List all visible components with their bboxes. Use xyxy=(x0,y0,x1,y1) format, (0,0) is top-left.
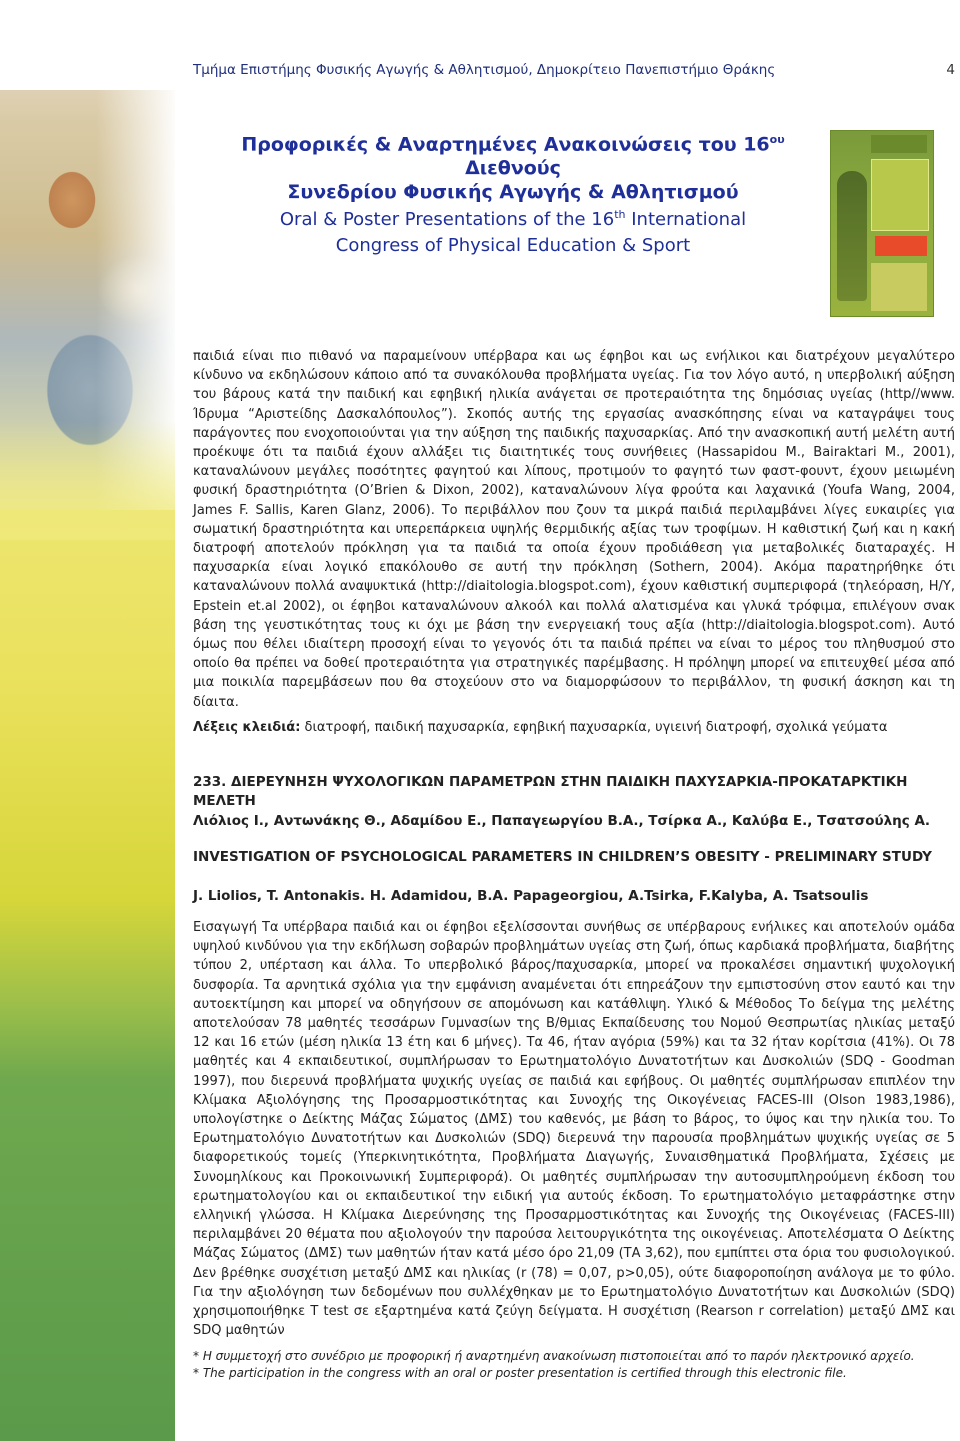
keywords xyxy=(193,718,955,737)
footnote-en: * The participation in the congress with an oral or poster presentation is certified through this electronic file. xyxy=(193,1366,847,1380)
congress-poster-image xyxy=(830,130,934,317)
poster-figure xyxy=(837,171,867,301)
title-gr-sup: ου xyxy=(769,133,785,146)
abstract-authors-gr: Λιόλιος Ι., Αντωνάκης Θ., Αδαμίδου Ε., Παπαγεωργίου Β.Α., Τσίρκα Α., Καλύβα Ε., Τσατσούλης Α. xyxy=(193,813,931,829)
footnotes xyxy=(193,1348,955,1382)
poster-info-block xyxy=(871,263,927,311)
title-gr-line1: Προφορικές & Αναρτημένες Ανακοινώσεις του 16 xyxy=(241,133,770,156)
running-header xyxy=(193,62,955,78)
intro-paragraph: παιδιά είναι πιο πιθανό να παραμείνουν υπέρβαρα και ως έφηβοι και ως ενήλικοι και διατρέχουν μεγαλύτερο κίνδυνο να εκδηλώσουν κάποιο από τα συνακόλουθα προβλήματα υγείας. Για τον λόγο αυτό, η υπερβολική αύξηση του βάρους κατά την παιδική και εφηβική ηλικία ανάγεται σε προτεραιότητα της δημόσιας υγείας (http//www. Ίδρυμα “Αριστείδης Δασκαλόπουλος”). Σκοπός αυτής της εργασίας ανασκόπησης είναι να καταγράψει τους παράγοντες που ενοχοποιούνται για την αύξηση της παιδικής παχυσαρκίας. Από την ανασκοπική αυτή μελέτη αυτή προέκυψε ότι τα παιδιά έχουν αλλάξει τις διαιτητικές τους συνήθειες (Hassapidou M., Bairaktari M., 2001), καταναλώνουν μεγάλες ποσότητες φαγητού και λίπους, προτιμούν το φαγητό των φαστ-φουντ, έχουν μειωμένη φυσική δραστηριότητα (O’Brien & Dixon, 2002), καταναλώνουν λίγα φρούτα και λαχανικά (Youfa Wang, 2004, James F. Sallis, Karen Glanz, 2006). Το περιβάλλον που ζουν τα μικρά παιδιά περιλαμβάνει λίγες ευκαιρίες για σωματική δραστηριότητα και υπερεπάρκεια υψηλής θερμιδικής αξίας των τροφίμων. Η καθιστική ζωή και η κακή διατροφή αποτελούν πρόκληση για τα παιδιά τα οποία έχουν προδιάθεση για μεταβολικές διαταραχές. Η παχυσαρκία είναι λογικό επακόλουθο σε αυτή την πρόκληση (Sothern, 2004). Ακόμα παρατηρήθηκε ότι καταναλώνουν πολλά αναψυκτικά (http://diaitologia.blogspot.com), έχουν καθιστική συμπεριφορά (τηλεόραση, Η/Υ, Epstein et.al 2002), οι έφηβοι καταναλώνουν αλκοόλ και πολλά αλατισμένα και γλυκά τρόφιμα, επιλέγουν σνακ βάση της γευστικότητας τους κι όχι με βάση την ενεργειακή τους αξία (http://diaitologia.blogspot.com). Αυτό όμως που θέλει ιδιαίτερη προσοχή είναι το γεγονός ότι τα παιδιά πρέπει να είναι το μέρος του πληθυσμού στο οποίο θα πρέπει να δοθεί προτεραιότητα για στρατηγικές παρέμβασης. Η πρόληψη μπορεί να επιτευχθεί μέσα από μια ποικιλία παρεμβάσεων που θα στοχεύουν στο να διαμορφώσουν το περιβάλλον, τη φυσική άσκηση και τη δίαιτα. xyxy=(193,349,955,710)
title-gr-line1-end: Διεθνούς xyxy=(465,157,561,180)
running-title: Τμήμα Επιστήμης Φυσικής Αγωγής & Αθλητισμού, Δημοκρίτειο Πανεπιστήμιο Θράκης xyxy=(193,62,776,78)
abstract-title-en: INVESTIGATION OF PSYCHOLOGICAL PARAMETERS IN CHILDREN’S OBESITY - PRELIMINARY STUDY xyxy=(193,849,932,865)
title-gr-line2: Συνεδρίου Φυσικής Αγωγής & Αθλητισμού xyxy=(287,181,739,204)
title-en-sup: th xyxy=(614,208,626,221)
title-en-line1-end: International xyxy=(625,209,747,230)
poster-header-block xyxy=(871,135,927,153)
page-number: 4 xyxy=(946,62,955,78)
keywords-label: Λέξεις κλειδιά: xyxy=(193,720,301,735)
keywords-text: διατροφή, παιδική παχυσαρκία, εφηβική παχυσαρκία, υγιεινή διατροφή, σχολικά γεύματα xyxy=(300,720,888,735)
title-en-line2: Congress of Physical Education & Sport xyxy=(335,235,691,256)
abstract-authors-en: J. Liolios, T. Antonakis. H. Adamidou, B.A. Papageorgiou, A.Tsirka, F.Kalyba, A. Tsatsoulis xyxy=(193,888,869,904)
abstract-title-gr: 233. ΔΙΕΡΕΥΝΗΣΗ ΨΥΧΟΛΟΓΙΚΩΝ ΠΑΡΑΜΕΤΡΩΝ ΣΤΗΝ ΠΑΙΔΙΚΗ ΠΑΧΥΣΑΡΚΙΑ-ΠΡΟΚΑΤΑΡΚΤΙΚΗ ΜΕΛΕΤΗ xyxy=(193,774,908,809)
poster-title-block xyxy=(871,159,929,231)
title-english xyxy=(193,202,833,259)
side-photo-fade-bottom xyxy=(0,420,175,540)
footnote-gr: * Η συμμετοχή στο συνέδριο με προφορική ή αναρτημένη ανακοίνωση πιστοποιείται από το παρόν ηλεκτρονικό αρχείο. xyxy=(193,1349,915,1363)
title-en-line1: Oral & Poster Presentations of the 16 xyxy=(279,209,615,230)
title-greek xyxy=(193,128,833,204)
poster-date-block xyxy=(875,236,927,256)
abstract-body: Εισαγωγή Τα υπέρβαρα παιδιά και οι έφηβοι εξελίσσονται συνήθως σε υπέρβαρους ενήλικες και αποτελούν ομάδα υψηλού κινδύνου για την εκδήλωση σοβαρών προβλημάτων υγείας στη ζωή, όπως καρδιακά προβλήματα, διαβήτης τύπου 2, υπέρταση και άλλα. Το υπερβολικό βάρος/παχυσαρκία, μπορεί να προκαλέσει σημαντική ψυχολογική δυσφορία. Τα αρνητικά σχόλια για την εμφάνιση αναμένεται ότι επηρεάζουν την εμπιστοσύνη στον εαυτό και την αυτοεκτίμηση και μπορεί να οδηγήσουν σε απομόνωση και κατάθλιψη. Υλικό & Μέθοδος Το δείγμα της μελέτης αποτελούσαν 78 μαθητές τεσσάρων Γυμνασίων της Β/θμιας Εκπαίδευσης του Νομού Θεσπρωτίας ηλικίας μεταξύ 12 και 16 ετών (μέση ηλικία 13 έτη και 6 μήνες). Τα 46, ήταν αγόρια (59%) και τα 32 ήταν κορίτσια (41%). Οι 78 μαθητές και 4 εκπαιδευτικοί, συμπλήρωσαν το Ερωτηματολόγιο Δυνατοτήτων και Δυσκολιών (SDQ - Goodman 1997), που διερευνά προβλήματα ψυχικής υγείας σε παιδιά και εφήβους. Οι μαθητές συμπλήρωσαν επιπλέον την Κλίμακα Αξιολόγησης της Προσαρμοστικότητας και Συνοχής της Οικογένειας FACES-III (Olson 1983,1986), υπολογίστηκε ο Δείκτης Μάζας Σώματος (ΔΜΣ) του καθενός, με βάση το βάρος, το ύψος και την ηλικία του. Το Ερωτηματολόγιο Δυνατοτήτων και Δυσκολιών (SDQ) διερευνά την παρουσία προβλημάτων ψυχικής υγείας σε 5 διαφορετικούς τομείς (Υπερκινητικότητα, Προβλήματα Διαγωγής, Συναισθηματικά Προβλήματα, Σχέσεις με Συνομηλίκους και Προκοινωνική Συμπεριφορά). Οι μαθητές συμπλήρωσαν την αυτοσυμπληρούμενη έκδοση του ερωτηματολογίου και οι εκπαιδευτικοί την ειδική για αυτούς έκδοση. Το ερωτηματολόγιο μεταφράστηκε στην ελληνική γλώσσα. Η Κλίμακα Διερεύνησης της Προσαρμοστικότητας και Συνοχής της Οικογένειας (FACES-III) περιλαμβάνει 20 θέματα που αξιολογούν την παρούσα λειτουργικότητα της οικογένειας. Αποτελέσματα Ο Δείκτης Μάζας Σώματος (ΔΜΣ) των μαθητών ήταν κατά μέσο όρο 21,09 (ΤΑ 3,62), που εμπίπτει στα όρια του φυσιολογικού. Δεν βρέθηκε συσχέτιση μεταξύ ΔΜΣ και ηλικίας (r (78) = 0,07, p>0,05), ούτε διαφοροποίηση ανάλογα με το φύλο. Για την αξιολόγηση των δεδομένων που συλλέχθηκαν με το Ερωτηματολόγιο Δυνατοτήτων και Δυσκολιών (SDQ) χρησιμοποιήθηκε T test σε εξαρτημένα κατά ζεύγη δείγματα. Η συσχέτιση (Rearson r correlation) μεταξύ ΔΜΣ και SDQ μαθητών xyxy=(193,920,955,1339)
